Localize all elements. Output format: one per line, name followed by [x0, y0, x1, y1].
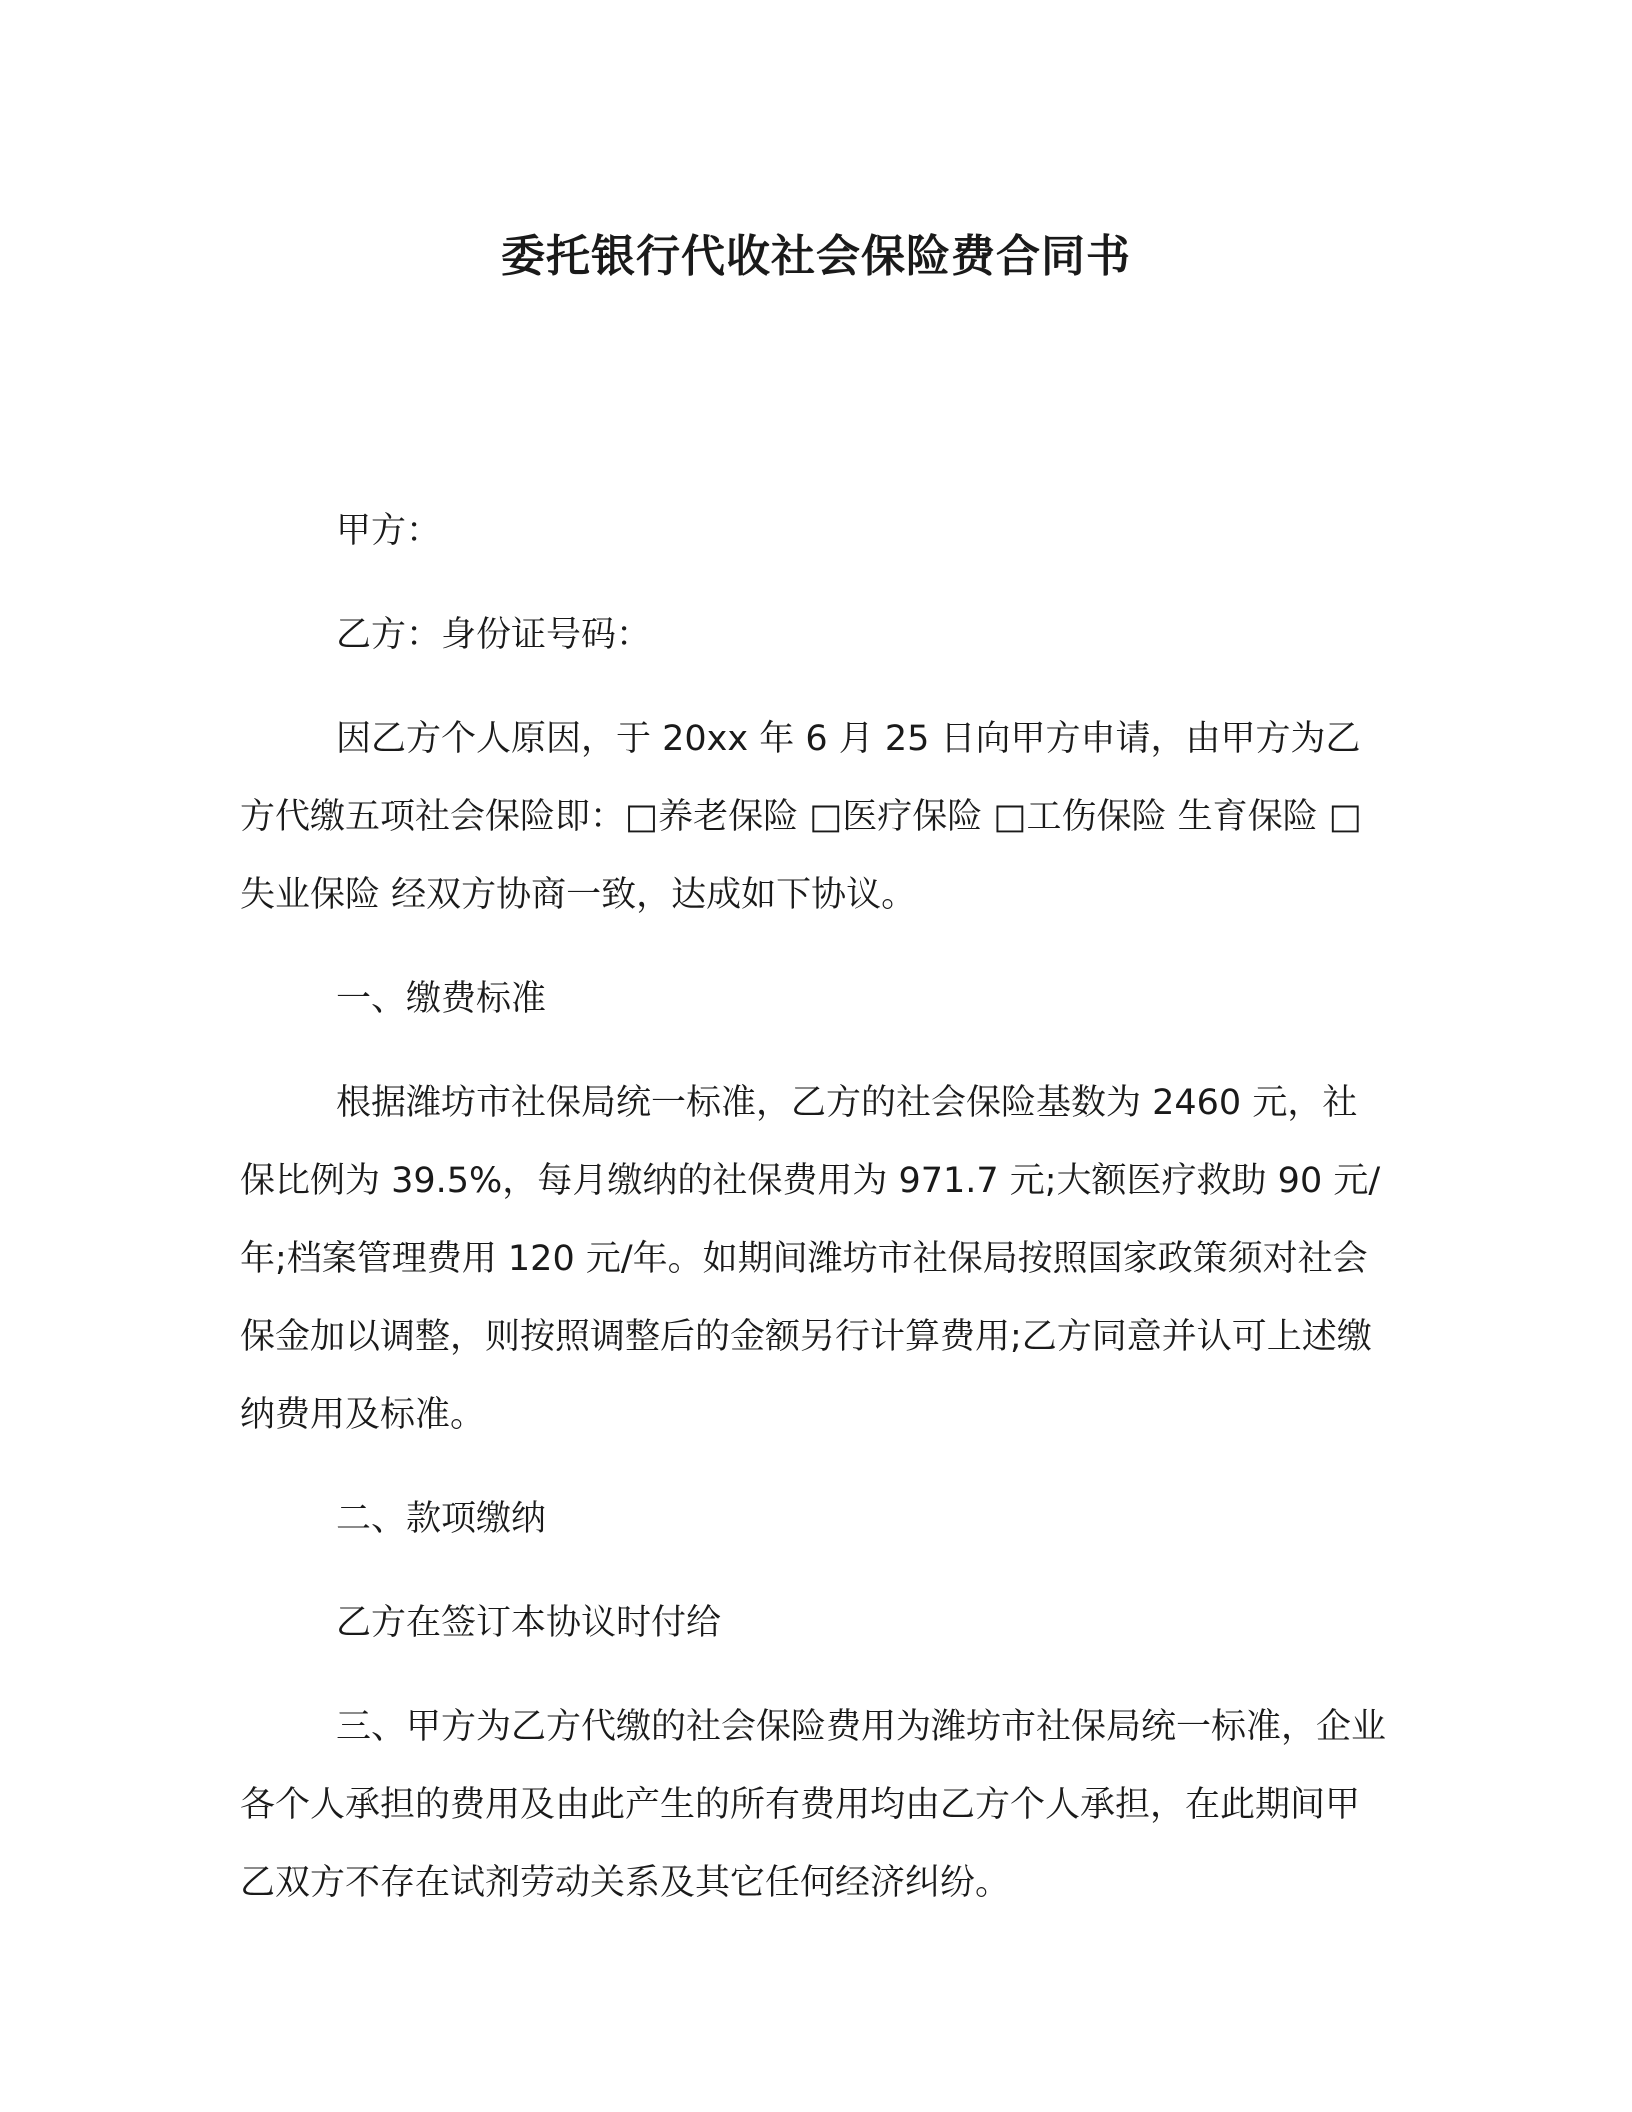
document-title: 委托银行代收社会保险费合同书: [501, 231, 1131, 282]
section-1-heading: 一、缴费标准: [336, 979, 547, 1019]
section-2-paragraph: 乙方在签订本协议时付给: [336, 1603, 722, 1643]
document-body: [240, 492, 1390, 1948]
section-1-paragraph: 根据潍坊市社保局统一标准，乙方的社会保险基数为 2460 元，社保比例为 39.5%，每月缴纳的社保费用为 971.7 元;大额医疗救助 90 元/年;档案管理费用 120 元/年。如期间潍坊市社保局按照国家政策须对社会保金加以调整，则按照调整后的金额另行计算费用;乙方同意并认可上述缴纳费用及标准。: [240, 1083, 1381, 1435]
section-3-paragraph: 三、甲方为乙方代缴的社会保险费用为潍坊市社保局统一标准，企业各个人承担的费用及由此产生的所有费用均由乙方个人承担，在此期间甲乙双方不存在试剂劳动关系及其它任何经济纠纷。: [240, 1707, 1387, 1903]
section-2-heading: 二、款项缴纳: [336, 1499, 547, 1539]
intro-paragraph: 因乙方个人原因，于 20xx 年 6 月 25 日向甲方申请，由甲方为乙方代缴五项社会保险即：□养老保险 □医疗保险 □工伤保险 生育保险 □失业保险 经双方协商一致，达成如下协议。: [240, 719, 1362, 915]
party-b-line: 乙方：身份证号码：: [336, 615, 652, 655]
party-a-line: 甲方：: [336, 511, 442, 551]
